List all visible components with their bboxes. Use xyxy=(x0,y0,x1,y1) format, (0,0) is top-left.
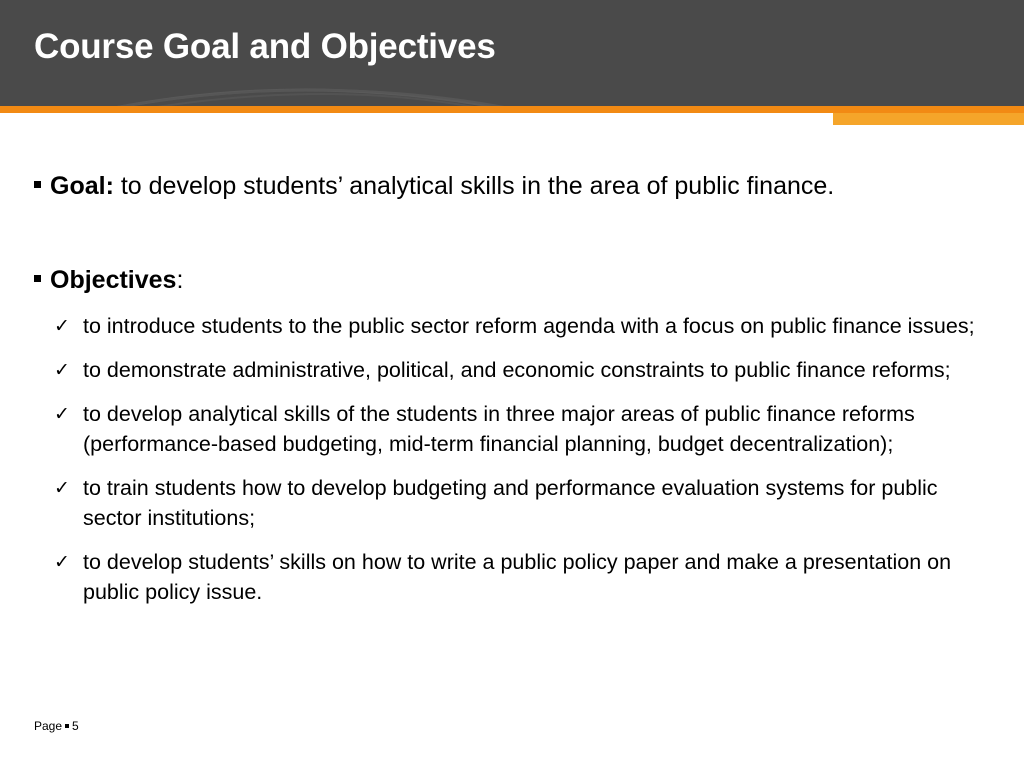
objective-text: to introduce students to the public sector reform agenda with a focus on public finance issues; xyxy=(83,314,975,338)
checkmark-icon: ✓ xyxy=(54,359,70,381)
objective-text: to develop students’ skills on how to write a public policy paper and make a presentation on public policy issue. xyxy=(83,550,952,604)
objective-text: to train students how to develop budgeting and performance evaluation systems for public sector institutions; xyxy=(83,476,938,530)
page-footer xyxy=(34,719,79,733)
objective-item xyxy=(54,399,994,459)
objective-item xyxy=(54,547,994,607)
checkmark-icon: ✓ xyxy=(54,315,70,337)
objectives-colon: : xyxy=(176,266,184,294)
page-label: Page xyxy=(34,719,63,733)
square-bullet-icon xyxy=(34,275,41,282)
checkmark-icon: ✓ xyxy=(54,551,70,573)
page-number: 5 xyxy=(72,719,79,733)
square-separator-icon xyxy=(65,724,69,728)
checkmark-icon: ✓ xyxy=(54,403,70,425)
objective-text: to develop analytical skills of the students in three major areas of public finance reforms (performance-based budgeting, mid-term financial planning, budget decentralization); xyxy=(83,402,915,456)
objective-text: to demonstrate administrative, political, and economic constraints to public finance reforms; xyxy=(83,358,951,382)
objectives-list xyxy=(54,311,994,621)
objectives-label: Objectives xyxy=(50,266,177,294)
objective-item xyxy=(54,311,994,341)
slide-title: Course Goal and Objectives xyxy=(34,27,496,66)
goal-label: Goal: xyxy=(50,172,114,200)
goal-text: to develop students’ analytical skills in the area of public finance. xyxy=(113,172,835,200)
goal-bullet xyxy=(34,171,834,201)
square-bullet-icon xyxy=(34,181,41,188)
objective-item xyxy=(54,355,994,385)
checkmark-icon: ✓ xyxy=(54,477,70,499)
objectives-bullet xyxy=(34,265,183,295)
objective-item xyxy=(54,473,994,533)
